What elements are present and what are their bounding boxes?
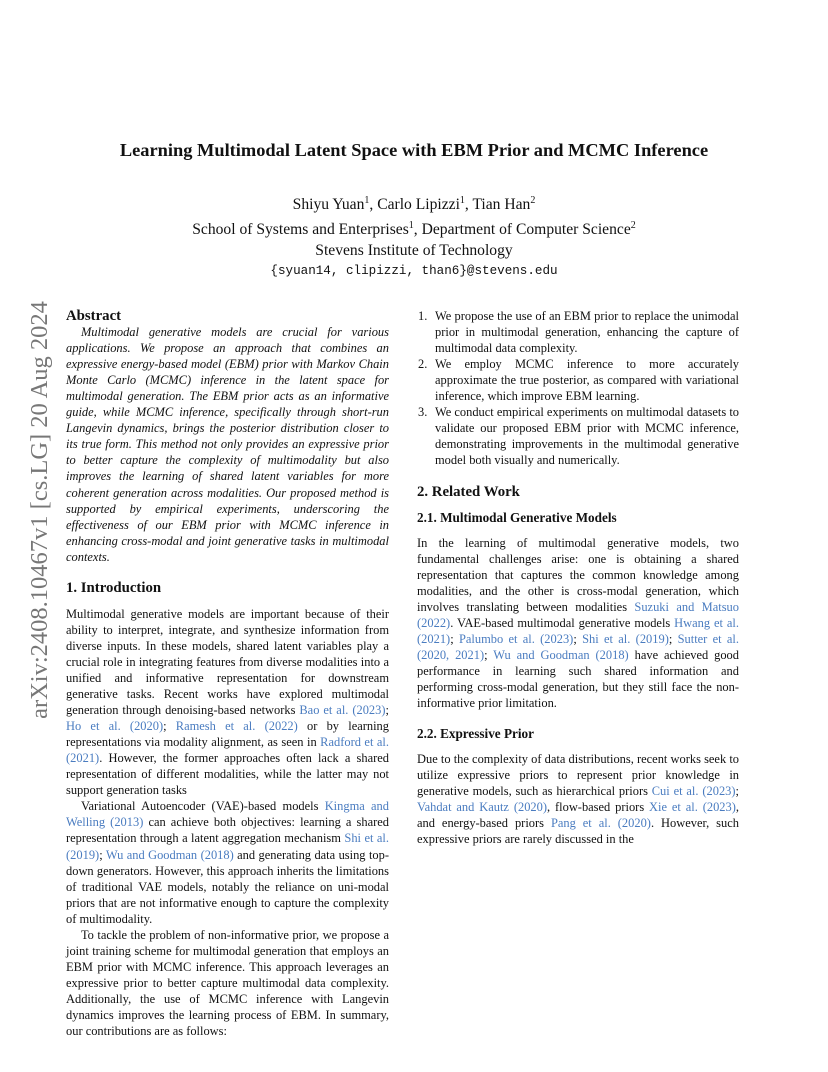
citation-link[interactable]: Pang et al. (2020) <box>550 816 651 831</box>
citation-link[interactable]: Suzuki and Matsuo (2022) <box>417 599 739 630</box>
affiliation-mark: 1 <box>459 195 465 206</box>
citation-link[interactable]: Hwang et al. (2021) <box>417 615 739 646</box>
citation-link[interactable]: Palumbo et al. (2023) <box>458 631 574 646</box>
citation-link[interactable]: Kingma and Welling (2013) <box>66 799 389 830</box>
arxiv-id-text: arXiv:2408.10467v1 [cs.LG] 20 Aug 2024 <box>26 301 54 719</box>
abstract-heading: Abstract <box>66 308 122 324</box>
paper-title: Learning Multimodal Latent Space with EBM Prior and MCMC Inference <box>119 140 709 160</box>
affiliation: Department of Computer Science <box>421 221 631 239</box>
affiliation-mark: 2 <box>530 195 536 206</box>
citation-link[interactable]: Bao et al. (2023) <box>299 703 386 718</box>
introduction-heading: 1. Introduction <box>66 579 162 596</box>
citation-link[interactable]: Ho et al. (2020) <box>66 719 164 734</box>
citation-link[interactable]: Sutter et al. (2020, 2021) <box>417 631 739 662</box>
citation-link[interactable]: Radford et al. (2021) <box>66 735 389 766</box>
related-work-heading: 2. Related Work <box>417 484 520 501</box>
citation-link[interactable]: Wu and Goodman (2018) <box>105 847 234 862</box>
arxiv-identifier <box>20 290 60 730</box>
citation-link[interactable]: Shi et al. (2019) <box>582 631 669 646</box>
intro-paragraph-3: To tackle the problem of non-informative prior, we propose a joint training scheme for multimodal generation that employs an EBM prior with MCMC inference. This approach leverages an expressive prior to better capture multimodal data complexity. Additionally, the use of MCMC inference with Langevin dynamics improves the learning process of EBM. In summary, our contributions are as follows: <box>66 927 389 1039</box>
contribution-item: 1. We propose the use of an EBM prior to replace the unimodal prior in multimodal generation, enhancing the capture of multimodal data complexity. <box>418 309 739 356</box>
affiliation-mark: 2 <box>630 220 636 232</box>
citation-link[interactable]: Vahdat and Kautz (2020) <box>417 800 548 815</box>
author-name: Carlo Lipizzi <box>377 196 460 214</box>
affiliations: School of Systems and Enterprises$^1$, Department of Computer Science$^2$ <box>192 220 636 239</box>
intro-paragraph-1: Multimodal generative models are important because of their ability to interpret, integrate, and synthesize information from diverse inputs. In these models, shared latent variables play a crucial role in integrating features from diverse modalities into a unified and informative representation for downstream generative tasks. Recent works have explored multimodal generation through denoising-based networks Bao et al. (2023); Ho et al. (2020); Ramesh et al. (2022) or by learning representations via modality alignment, as seen in Radford et al. (2021). However, the former approaches often lack a shared representation of different modalities, while the latter may not support generation tasks <box>66 606 389 798</box>
related-paragraph-2: Due to the complexity of data distributions, recent works seek to utilize expressive priors to represent prior knowledge in generative models, such as hierarchical priors Cui et al. (2023); Vahdat and Kautz (2020), flow-based priors Xie et al. (2023), and energy-based priors Pang et al. (2020). However, such expressive priors are rarely discussed in the <box>417 752 739 847</box>
citation-link[interactable]: Ramesh et al. (2022) <box>175 719 298 734</box>
citation-link[interactable]: Wu and Goodman (2018) <box>493 647 629 662</box>
contribution-item: 3. We conduct empirical experiments on multimodal datasets to validate our proposed EBM prior with MCMC inference, demonstrating improvements in the multimodal generative model both visually and numerically. <box>418 405 739 468</box>
contributions-list <box>417 308 739 468</box>
right-column <box>417 308 739 847</box>
contribution-item: 2. We employ MCMC inference to more accurately approximate the true posterior, as compared with variational inference, which improve EBM learning. <box>418 357 739 404</box>
affiliation-mark: 1 <box>364 195 370 206</box>
affiliation: School of Systems and Enterprises <box>192 221 409 239</box>
related-paragraph-1: In the learning of multimodal generative models, two fundamental challenges arise: one is obtaining a shared representation that captures the common knowledge among modalities, and the other is cross-modal generation, which involves translating between modalities Suzuki and Matsuo (2022). VAE-based multimodal generative models Hwang et al. (2021); Palumbo et al. (2023); Shi et al. (2019); Sutter et al. (2020, 2021); Wu and Goodman (2018) have achieved good performance in learning such shared information and performing cross-modal generation, but they still face the non-informative prior limitation. <box>417 535 739 711</box>
subsection-heading: 2.2. Expressive Prior <box>417 726 534 742</box>
abstract-text: Multimodal generative models are crucial for various applications. We propose an approach that combines an expressive energy-based model (EBM) prior with Markov Chain Monte Carlo (MCMC) inference in the latent space for multimodal generation. The EBM prior acts as an informative guide, while MCMC inference, specifically through short-run Langevin dynamics, brings the posterior distribution closer to its true form. This method not only provides an expressive prior to better capture the complexity of multimodality but also improves the learning of shared latent variables for more coherent generation across modalities. Our proposed method is supported by empirical experiments, underscoring the effectiveness of our EBM prior with MCMC inference in enhancing cross-modal and joint generative tasks in multimodal contexts. <box>66 325 389 564</box>
citation-link[interactable]: Shi et al. (2019) <box>66 831 390 862</box>
author-email: {syuan14, clipizzi, than6}@stevens.edu <box>270 264 558 279</box>
author-names: Shiyu Yuan$^1$, Carlo Lipizzi$^1$, Tian Han$^2$ <box>292 195 536 214</box>
left-column <box>66 308 389 1039</box>
subsection-heading: 2.1. Multimodal Generative Models <box>417 509 617 525</box>
citation-link[interactable]: Xie et al. (2023) <box>649 800 736 815</box>
author-name: Tian Han <box>472 196 531 214</box>
intro-paragraph-2: Variational Autoencoder (VAE)-based models Kingma and Welling (2013) can achieve both objectives: learning a shared representation through a latent aggregation mechanism Shi et al. (2019); Wu and Goodman (2018) and generating data using top-down generators. However, this approach inherits the limitations of traditional VAE models, notably the reliance on uni-modal priors that are not informative enough to capture the complexity of multimodality. <box>66 799 390 926</box>
citation-link[interactable]: Cui et al. (2023) <box>651 784 736 799</box>
author-name: Shiyu Yuan <box>292 196 365 214</box>
institution: Stevens Institute of Technology <box>315 242 513 260</box>
affiliation-mark: 1 <box>408 220 414 232</box>
author-block <box>60 190 768 282</box>
